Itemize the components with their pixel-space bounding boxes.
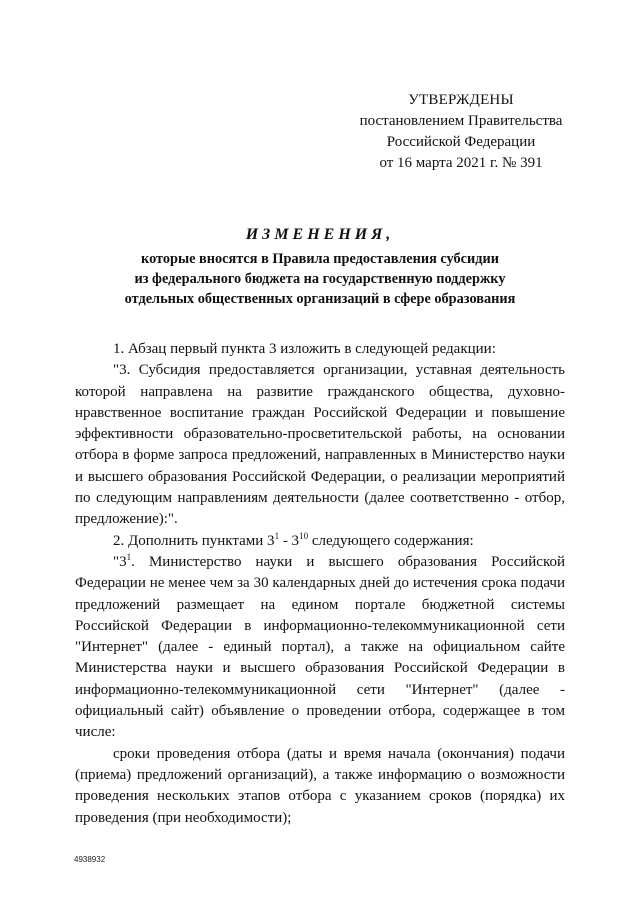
item-1-quote: "3. Субсидия предоставляется организации, уставная деятельность которой направлена на развитие гражданского общества, духовно-нравственное воспитание граждан Российской Федерации и повышение эффективности образовательно-просветительской работы, на основании отбора в форме запроса предложений, направленных в Министерство науки и высшего образования Российской Федерации, о реализации мероприятий по следующим направлениям деятельности (далее соответственно - отбор, предложение):". bbox=[75, 362, 565, 528]
document-body bbox=[75, 339, 565, 829]
approval-stamp-block bbox=[356, 90, 566, 174]
item-1-intro: 1. Абзац первый пункта 3 изложить в следующей редакции: bbox=[113, 341, 496, 357]
document-subtitle bbox=[60, 249, 580, 309]
item-2-intro bbox=[75, 531, 565, 552]
subtitle-line-3: отдельных общественных организаций в сфере образования bbox=[124, 291, 516, 307]
approval-line-1: постановлением Правительства bbox=[359, 113, 563, 129]
item-2-suffix: следующего содержания: bbox=[308, 532, 474, 549]
subtitle-line-1: которые вносятся в Правила предоставления субсидии bbox=[141, 251, 499, 267]
item-2-sup-1: 1 bbox=[274, 530, 280, 541]
document-code: 4938932 bbox=[74, 855, 106, 864]
paragraph-3-1-item-1: сроки проведения отбора (даты и время начала (окончания) подачи (приема) предложений организаций), а также информацию о возможности проведения нескольких этапов отбора с указанием сроков (порядка) их проведения (при необходимости); bbox=[75, 745, 565, 826]
item-2-mid: - 3 bbox=[279, 532, 300, 549]
item-2-sup-2: 10 bbox=[299, 530, 309, 541]
subtitle-line-2: из федерального бюджета на государственную поддержку bbox=[134, 271, 506, 287]
approval-line-3: от 16 марта 2021 г. № 391 bbox=[379, 155, 543, 171]
document-title: ИЗМЕНЕНИЯ, bbox=[245, 226, 395, 243]
approval-line-2: Российской Федерации bbox=[386, 134, 536, 150]
item-2-prefix: 2. Дополнить пунктами 3 bbox=[113, 532, 275, 549]
p31-prefix: "3 bbox=[113, 553, 127, 570]
p31-sup: 1 bbox=[126, 551, 132, 562]
paragraph-3-1 bbox=[75, 552, 565, 744]
p31-text: . Министерство науки и высшего образования Российской Федерации не менее чем за 30 календарных дней до истечения срока подачи предложений размещает на едином портале бюджетной системы Российской Федерации в информационно-телекоммуникационной сети "Интернет" (далее - единый портал), а также на официальном сайте Министерства науки и высшего образования Российской Федерации в информационно-телекоммуникационной сети "Интернет" (далее - официальный сайт) объявление о проведении отбора, содержащее в том числе: bbox=[75, 553, 565, 741]
approval-title: УТВЕРЖДЕНЫ bbox=[408, 92, 514, 108]
